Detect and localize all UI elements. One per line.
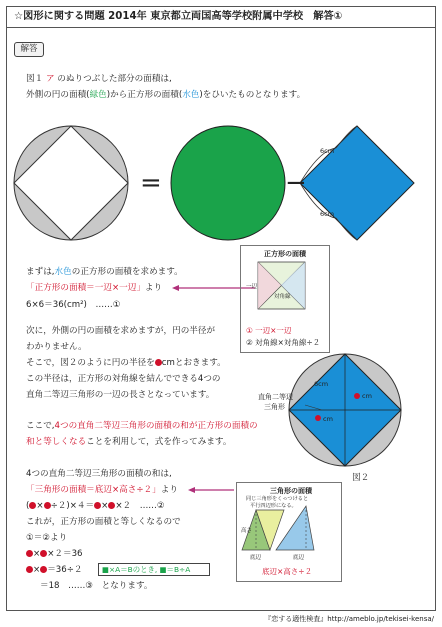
circle-line-1: 次に，外側の円の面積を求めますが，円の半径が bbox=[26, 326, 216, 336]
box-triangle-title: 三角形の面積 bbox=[270, 487, 312, 495]
compare-line-1: ここで,4つの直角二等辺三角形の面積の和が正方形の面積の bbox=[26, 421, 258, 431]
square-line-2: 「正方形の面積＝一辺×一辺」より bbox=[26, 283, 163, 293]
red-dot-icon bbox=[26, 566, 33, 573]
tri-line-3: ( × ÷２)×４＝ × ×２ ……② bbox=[26, 501, 165, 511]
page-title: ☆図形に関する問題 2014年 東京都立両国高等学校附属中学校 解答① bbox=[6, 6, 436, 28]
tri-line-4: これが，正方形の面積と等しくなるので bbox=[26, 517, 181, 527]
red-dot-icon bbox=[155, 359, 162, 366]
fig2-label-r1: cm bbox=[362, 392, 372, 400]
fig2-label-6cm: 6cm bbox=[314, 380, 329, 388]
box-triangle-note-1: 同じ三角形をくっつけると bbox=[246, 496, 309, 502]
box-triangle-label-height: 高さ bbox=[241, 528, 253, 534]
red-dot-icon bbox=[44, 502, 51, 509]
equals-sign: = bbox=[140, 168, 162, 198]
intro-line-2: 外側の円の面積(緑色)から正方形の面積(水色)をひいたものとなります。 bbox=[26, 90, 306, 100]
circle-line-4: この半径は，正方形の対角線を結んでできる4つの bbox=[26, 374, 221, 384]
box-square-item-1: ① 一辺×一辺 bbox=[246, 326, 292, 335]
minus-sign: − bbox=[285, 168, 307, 198]
hint-box: ■×A＝Bのとき, ■＝B÷A bbox=[98, 563, 210, 576]
circle-line-5: 直角二等辺三角形の一辺の長さとなっています。 bbox=[26, 390, 215, 400]
box-triangle-label-base-1: 底辺 bbox=[250, 555, 262, 561]
red-dot-icon bbox=[26, 550, 33, 557]
tri-line-7: × ＝36÷２ bbox=[26, 565, 83, 576]
tri-line-6: × ×２＝36 bbox=[26, 549, 83, 560]
box-triangle-formula: 底辺×高さ÷２ bbox=[262, 567, 313, 576]
arrow-head-square bbox=[172, 285, 179, 291]
box-square-label-side: 一辺 bbox=[246, 284, 258, 290]
fig2-label-r2: cm bbox=[323, 415, 333, 423]
box-square-title: 正方形の面積 bbox=[264, 250, 306, 258]
compare-line-2: 和と等しくなることを利用して，式を作ってみます。 bbox=[26, 437, 232, 447]
tri-line-5: ①＝②より bbox=[26, 533, 68, 543]
tri-line-8: ＝18 ……③ となります。 bbox=[40, 581, 153, 591]
footer-credit: 『恋する適性検査』http://ameblo.jp/tekisei-kensa/ bbox=[264, 615, 434, 623]
blue-square bbox=[300, 126, 414, 240]
fig2-caption: 図２ bbox=[352, 473, 370, 483]
label-6cm-bottom: 6cm bbox=[320, 210, 335, 218]
green-circle bbox=[171, 126, 285, 240]
box-square-item-2: ② 対角線×対角線÷２ bbox=[246, 338, 321, 347]
fig2-radius-dot-2 bbox=[315, 415, 321, 421]
box-square-label-diag: 対角線 bbox=[274, 294, 291, 300]
tri-line-1: 4つの直角二等辺三角形の面積の和は, bbox=[26, 469, 172, 479]
fig2-label-tri-2: 三角形 bbox=[264, 403, 285, 411]
box-triangle-label-base-2: 底辺 bbox=[293, 555, 305, 561]
fig2-label-tri-1: 直角二等辺 bbox=[258, 393, 293, 401]
label-6cm-top: 6cm bbox=[320, 147, 335, 155]
answer-badge: 解答 bbox=[14, 42, 44, 57]
square-line-3: 6×6＝36(cm²) ……① bbox=[26, 300, 121, 310]
circle-line-2: わかりません。 bbox=[26, 342, 87, 352]
box-triangle-note-2: 平行四辺形になる。 bbox=[250, 503, 297, 509]
intro-line-1: 図１ ア のぬりつぶした部分の面積は, bbox=[26, 74, 172, 84]
square-line-1: まずは,水色の正方形の面積を求めます。 bbox=[26, 267, 183, 277]
circle-line-3: そこで，図２のように円の半径を cmとおきます。 bbox=[26, 358, 226, 368]
arrow-head-triangle bbox=[188, 487, 195, 493]
fig2-radius-dot-1 bbox=[354, 393, 360, 399]
tri-line-2: 「三角形の面積＝底辺×高さ÷２」より bbox=[26, 485, 178, 495]
